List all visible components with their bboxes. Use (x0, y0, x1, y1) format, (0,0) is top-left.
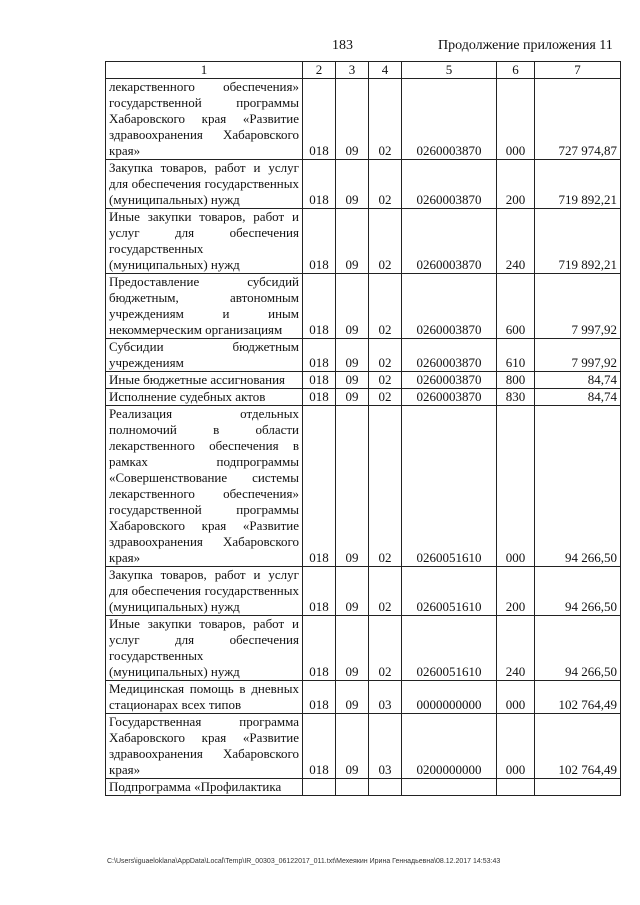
subsection-cell: 02 (369, 209, 402, 274)
item-name-cell: Подпрограмма «Профилактика (106, 779, 303, 796)
target-article-cell: 0260051610 (402, 406, 497, 567)
item-name-cell: Предоставление субсидий бюджетным, автономным учреждениям и иным некоммерческим организациям (106, 274, 303, 339)
target-article-cell: 0260003870 (402, 339, 497, 372)
target-article-cell: 0260003870 (402, 274, 497, 339)
page-number: 183 (332, 38, 353, 53)
section-cell: 09 (336, 714, 369, 779)
table-row (106, 209, 621, 274)
column-header: 1 (106, 62, 303, 79)
table-row (106, 160, 621, 209)
expense-type-cell: 600 (497, 274, 535, 339)
table-row (106, 372, 621, 389)
subsection-cell: 02 (369, 79, 402, 160)
amount-cell (535, 779, 621, 796)
item-name-cell: Иные закупки товаров, работ и услуг для обеспечения государственных (муниципальных) нужд (106, 616, 303, 681)
target-article-cell: 0260003870 (402, 160, 497, 209)
table-row (106, 389, 621, 406)
amount-cell: 727 974,87 (535, 79, 621, 160)
expense-type-cell: 000 (497, 681, 535, 714)
subsection-cell: 02 (369, 339, 402, 372)
column-header: 7 (535, 62, 621, 79)
admin-code-cell: 018 (303, 339, 336, 372)
table-row (106, 714, 621, 779)
table-row (106, 681, 621, 714)
appendix-continuation-label: Продолжение приложения 11 (438, 38, 613, 53)
budget-table (105, 61, 621, 796)
section-cell: 09 (336, 616, 369, 681)
subsection-cell: 03 (369, 681, 402, 714)
subsection-cell (369, 779, 402, 796)
subsection-cell: 02 (369, 389, 402, 406)
expense-type-cell: 240 (497, 616, 535, 681)
amount-cell: 102 764,49 (535, 681, 621, 714)
admin-code-cell: 018 (303, 714, 336, 779)
expense-type-cell: 000 (497, 714, 535, 779)
item-name-cell: Медицинская помощь в дневных стационарах всех типов (106, 681, 303, 714)
item-name-cell: Исполнение судебных актов (106, 389, 303, 406)
column-header: 5 (402, 62, 497, 79)
expense-type-cell: 830 (497, 389, 535, 406)
subsection-cell: 02 (369, 616, 402, 681)
target-article-cell: 0260051610 (402, 616, 497, 681)
target-article-cell: 0260003870 (402, 79, 497, 160)
expense-type-cell: 000 (497, 406, 535, 567)
item-name-cell: Иные бюджетные ассигнования (106, 372, 303, 389)
target-article-cell: 0260003870 (402, 209, 497, 274)
section-cell: 09 (336, 681, 369, 714)
admin-code-cell: 018 (303, 406, 336, 567)
section-cell (336, 779, 369, 796)
target-article-cell: 0000000000 (402, 681, 497, 714)
item-name-cell: Закупка товаров, работ и услуг для обеспечения государственных (муниципальных) нужд (106, 567, 303, 616)
admin-code-cell: 018 (303, 681, 336, 714)
expense-type-cell (497, 779, 535, 796)
item-name-cell: Реализация отдельных полномочий в области лекарственного обеспечения в рамках подпрограммы «Совершенствование системы лекарственного обеспечения» государственной программы Хабаровского края «Развитие здравоохранения Хабаровского края» (106, 406, 303, 567)
target-article-cell (402, 779, 497, 796)
admin-code-cell: 018 (303, 372, 336, 389)
item-name-cell: лекарственного обеспечения» государственной программы Хабаровского края «Развитие здравоохранения Хабаровского края» (106, 79, 303, 160)
amount-cell: 719 892,21 (535, 160, 621, 209)
table-row (106, 274, 621, 339)
subsection-cell: 02 (369, 372, 402, 389)
subsection-cell: 02 (369, 274, 402, 339)
column-header: 2 (303, 62, 336, 79)
amount-cell: 84,74 (535, 389, 621, 406)
admin-code-cell: 018 (303, 79, 336, 160)
item-name-cell: Иные закупки товаров, работ и услуг для обеспечения государственных (муниципальных) нужд (106, 209, 303, 274)
expense-type-cell: 610 (497, 339, 535, 372)
admin-code-cell (303, 779, 336, 796)
target-article-cell: 0260003870 (402, 372, 497, 389)
column-header: 6 (497, 62, 535, 79)
target-article-cell: 0260051610 (402, 567, 497, 616)
amount-cell: 94 266,50 (535, 567, 621, 616)
target-article-cell: 0260003870 (402, 389, 497, 406)
amount-cell: 94 266,50 (535, 616, 621, 681)
expense-type-cell: 240 (497, 209, 535, 274)
subsection-cell: 02 (369, 567, 402, 616)
amount-cell: 84,74 (535, 372, 621, 389)
section-cell: 09 (336, 372, 369, 389)
expense-type-cell: 200 (497, 567, 535, 616)
section-cell: 09 (336, 274, 369, 339)
subsection-cell: 02 (369, 160, 402, 209)
table-row (106, 406, 621, 567)
amount-cell: 102 764,49 (535, 714, 621, 779)
table-row (106, 616, 621, 681)
column-header: 3 (336, 62, 369, 79)
amount-cell: 7 997,92 (535, 274, 621, 339)
item-name-cell: Государственная программа Хабаровского края «Развитие здравоохранения Хабаровского края» (106, 714, 303, 779)
table-header-row (106, 62, 621, 79)
expense-type-cell: 200 (497, 160, 535, 209)
amount-cell: 719 892,21 (535, 209, 621, 274)
target-article-cell: 0200000000 (402, 714, 497, 779)
admin-code-cell: 018 (303, 209, 336, 274)
table-row (106, 79, 621, 160)
section-cell: 09 (336, 209, 369, 274)
item-name-cell: Закупка товаров, работ и услуг для обеспечения государственных (муниципальных) нужд (106, 160, 303, 209)
column-header: 4 (369, 62, 402, 79)
expense-type-cell: 800 (497, 372, 535, 389)
subsection-cell: 02 (369, 406, 402, 567)
section-cell: 09 (336, 389, 369, 406)
admin-code-cell: 018 (303, 160, 336, 209)
expense-type-cell: 000 (497, 79, 535, 160)
section-cell: 09 (336, 79, 369, 160)
table-row (106, 567, 621, 616)
item-name-cell: Субсидии бюджетным учреждениям (106, 339, 303, 372)
table-row (106, 779, 621, 796)
section-cell: 09 (336, 567, 369, 616)
admin-code-cell: 018 (303, 567, 336, 616)
amount-cell: 7 997,92 (535, 339, 621, 372)
subsection-cell: 03 (369, 714, 402, 779)
table-row (106, 339, 621, 372)
section-cell: 09 (336, 406, 369, 567)
amount-cell: 94 266,50 (535, 406, 621, 567)
section-cell: 09 (336, 339, 369, 372)
section-cell: 09 (336, 160, 369, 209)
admin-code-cell: 018 (303, 389, 336, 406)
admin-code-cell: 018 (303, 616, 336, 681)
document-footer-path: C:\Users\iguaeloklana\AppData\Local\Temp\IR_00303_06122017_011.txt\Мехеякин Ирина Геннадьевна\08.12.2017 14:53:43 (107, 858, 501, 865)
admin-code-cell: 018 (303, 274, 336, 339)
